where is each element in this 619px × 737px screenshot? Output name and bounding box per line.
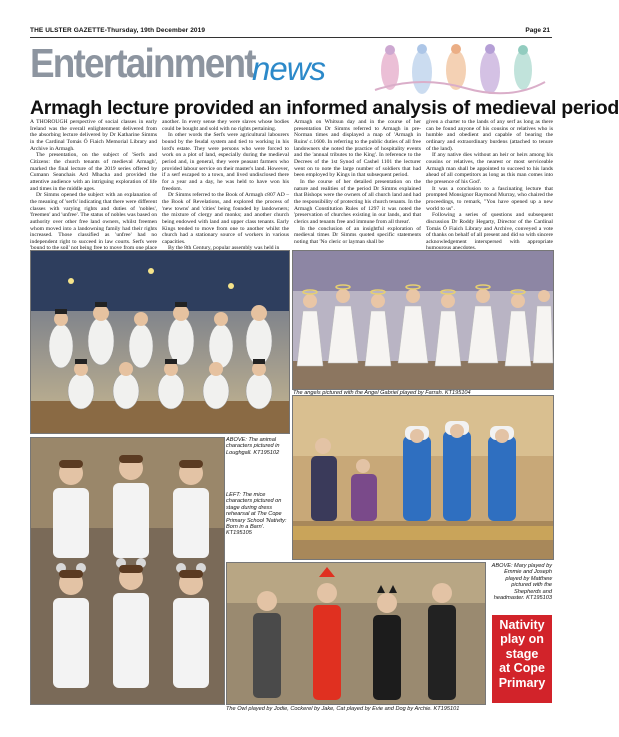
caption-owl-cockerel-cat-dog: The Owl played by Jodie, Cockerel by Jake, Cat played by Evie and Dog by Archie. KT195101: [226, 706, 460, 712]
article-paragraph: If any native dies without an heir or heirs among his cousins or relatives, the nearest or most serviceable Armagh man shall be appointed to succeed to his lands ahead of all competitors as long as this man comes into the presence of his God'.: [426, 152, 553, 185]
article-column-1: [30, 119, 157, 252]
nativity-promo-box: [492, 615, 552, 703]
photo-angels: [292, 250, 554, 390]
promo-line: Nativity: [499, 618, 545, 632]
article-paragraph: Following a series of questions and subsequent discussion Dr Roddy Hegarty, Director of the Cardinal Tomás Ó Fiaich Library and Archive, conveyed a vote of thanks on behalf of all present and did so with sincere acknowledgement interspersed with appropriate humourous anecdotes.: [426, 212, 553, 252]
article-paragraph: By the 8th Century, popular assembly was held in: [168, 245, 280, 252]
article-paragraph: In the course of her detailed presentation on the nature and realities of the period Dr Simms explained that Bishops were the owners of all church land and had the responsibility of protecting his church tenants. In the Armagh Constitution Rules of 1297 it was noted the 'preservation of churches existing in our lands, and that clerics and tenants free and immune from all threat'.: [294, 178, 421, 225]
masthead-title: THE ULSTER GAZETTE-Thursday, 19th December 2019: [30, 27, 206, 34]
promo-line: play on: [500, 632, 544, 647]
photo-owl-cockerel-cat-dog: [226, 562, 486, 705]
article-paragraph: A THOROUGH perspective of social classes in early Ireland was the overall enlightenment delivered from the absorbing lecture delivered by Dr Katharine Simms in the Cardinal Tomás Ó Fiaich Memorial Library and Archive in Armagh.: [30, 119, 157, 152]
caption-angels: The angels pictured with the Angel Gabriel played by Farrah. KT195104: [293, 390, 471, 396]
article-paragraph: given a charter to the lands of any serf as long as there can be found anyone of his cousins or relatives who is humble and obedient and capable of bearing the ordinary and extraordinary burdens (attached to tenure of the land).: [426, 119, 553, 152]
section-title-news: news: [252, 50, 326, 87]
caption-mice: LEFT: The mice characters pictured on stage during dress rehearsal at The Cope Primary School 'Nativity: Born in a Barn'. KT195105: [226, 492, 287, 537]
dancers-illustration: [360, 40, 550, 100]
caption-mary-joseph: ABOVE: Mary played by Emmie and Joseph played by Matthew pictured with the Shepherds and headmaster. KT195103: [491, 563, 552, 602]
promo-line: Primary: [498, 675, 546, 690]
section-title-entertainment: Entertainment: [30, 40, 255, 86]
promo-line: stage: [505, 646, 539, 661]
headline: Armagh lecture provided an informed analysis of medieval period: [30, 97, 619, 119]
photo-mary-joseph: [292, 395, 554, 560]
promo-line: at Cope: [499, 661, 545, 676]
article-column-4: [426, 119, 553, 252]
article-paragraph: Dr Simms opened the subject with an explanation of the meaning of 'serfs' indicating that there were different classes with varying rights and duties of 'nobles', 'freemen' and 'unfree'. The status of nobles was based on authority over other free land owners, whilst freemen whom moved into a landowning family had their rights increased. Those classified as 'unfree' had no independent right to succeed in law courts. Serfs were 'bound to the soil' not being free to move from one place: [30, 192, 157, 252]
article-paragraph: The presentation, on the subject of 'Serfs and Citizens: the church tenants of medieval Armagh', marked the final lecture of the 2019 series offered by Cumann Seanchais Ard Mhacha and provided the attentive audience with an intriguing exploration of life and times in the middle ages.: [30, 152, 157, 192]
article-column-3: [294, 119, 421, 247]
caption-animals: ABOVE: The animal characters pictured in Loughgall. KT195102: [226, 437, 280, 456]
article-paragraph: Dr Simms referred to the Book of Armagh c807 AD – the Book of Revelations, and explored the process of 'new towns' and 'cities' being founded by landowners; the mixture of clergy and monks; and another church being endowed with land and upper class tenants. Early Kings tended to move from one to another whilst the church had a stationary source of workers in various capacities.: [162, 192, 289, 245]
article-paragraph: It was a conclusion to a fascinating lecture that prompted Monsignor Raymond Murray, who chaired the proceedings, to remark, "You have opened up a new world to us".: [426, 185, 553, 212]
photo-animal-characters: [30, 250, 290, 434]
article-paragraph: In the conclusion of an insightful exploration of medieval times Dr Simms quoted specific statements noting that 'No cleric or layman shall be: [294, 225, 421, 245]
photo-mice-characters: [30, 437, 225, 705]
page-number: Page 21: [525, 27, 550, 34]
article-column-2: [162, 119, 289, 252]
article-paragraph: In other words the Serfs were agricultural labourers bound by the feudal system and tied to working in his lord's estate. They were persons who were forced to work on a plot of land, especially during the medieval period and, in general, they were peasant farmers who provided labour service on their master's land. However, if a serf escaped to a town, and lived undisclosed there for a year and a day, he was held to have won his freedom.: [162, 132, 289, 192]
article-paragraph: Armagh on Whitsun day and in the course of her presentation Dr Simms referred to Armagh in pre-Norman times and displayed a map of 'Armagh in Ruins' c.1600. In referring to the public duties of all free landowners she noted the practice of hospitality events and the 'annual tributes to the King'. In reference to the Decrees of the 1st Synod of Cashel 1101 the lecturer went on to note the large number of soldiers that had been employed by Kings in that subsequent period.: [294, 119, 421, 179]
masthead-rule: [30, 37, 552, 38]
article-paragraph: another. In every sense they were slaves whose bodies could be bought and sold with no rights pertaining.: [162, 119, 289, 132]
